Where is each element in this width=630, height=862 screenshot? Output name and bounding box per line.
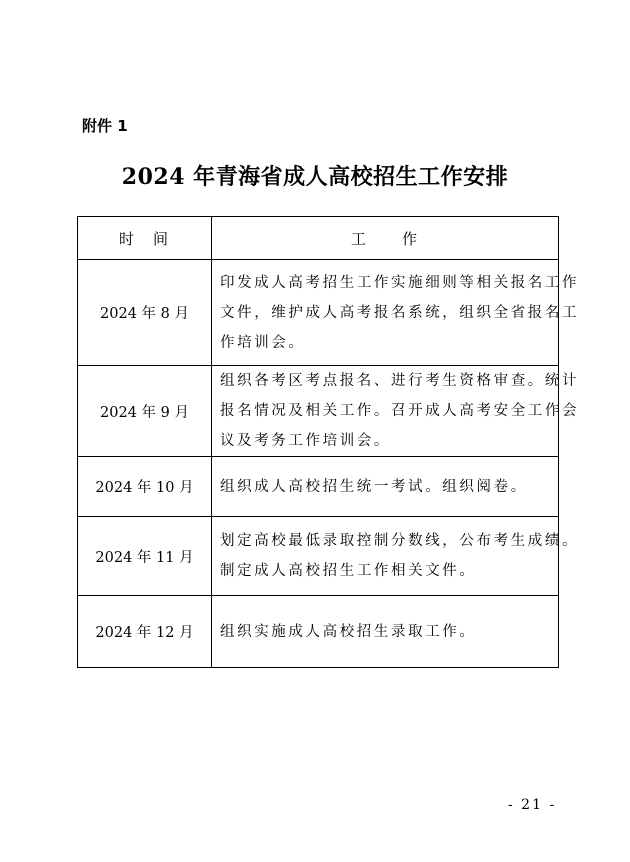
work-line: 制定成人高校招生工作相关文件。 [220,563,477,579]
table-row [78,457,559,517]
work-line: 报名情况及相关工作。召开成人高考安全工作会 [220,403,580,419]
document-title: 2024 年青海省成人高校招生工作安排 [121,164,509,190]
work-line: 作培训会。 [220,334,306,351]
work-cell [212,260,580,366]
page-number: - 21 - [508,797,557,813]
work-line: 组织成人高校招生统一考试。组织阅卷。 [220,478,528,495]
table-row [78,596,559,668]
header-work: 工 作 [212,217,559,260]
work-line: 文件，维护成人高考报名系统，组织全省报名工 [220,304,580,321]
attachment-label: 附件 1 [82,117,128,135]
work-cell [212,457,559,517]
time-cell: 2024 年 11 月 [78,517,212,596]
table-row [78,260,559,366]
work-cell [212,366,580,457]
table-row [78,517,559,596]
work-line: 组织各考区考点报名、进行考生资格审查。统计 [220,373,580,389]
header-time: 时 间 [78,217,212,260]
schedule-table [77,216,580,668]
time-cell: 2024 年 9 月 [78,366,212,457]
table-header-row [78,217,559,260]
table-row [78,366,559,457]
time-cell: 2024 年 8 月 [78,260,212,366]
work-line: 印发成人高考招生工作实施细则等相关报名工作 [220,274,580,291]
work-line: 议及考务工作培训会。 [220,433,391,449]
work-line: 划定高校最低录取控制分数线，公布考生成绩。 [220,533,580,549]
work-cell [212,517,580,596]
work-cell [212,596,559,668]
time-cell: 2024 年 10 月 [78,457,212,517]
time-cell: 2024 年 12 月 [78,596,212,668]
work-line: 组织实施成人高校招生录取工作。 [220,623,477,640]
